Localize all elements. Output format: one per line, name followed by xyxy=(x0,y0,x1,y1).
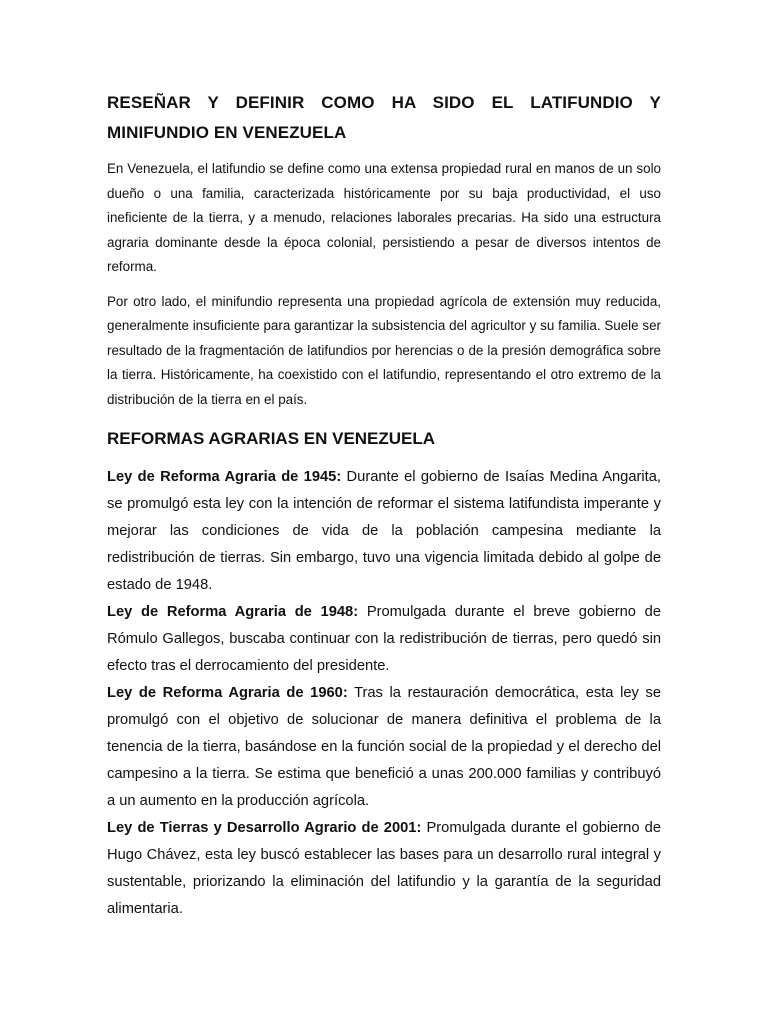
latifundio-paragraph: En Venezuela, el latifundio se define como una extensa propiedad rural en manos de un solo dueño o una familia, caracterizada históricamente por su baja productividad, el uso ineficiente de la tierra, y a menudo, relaciones laborales precarias. Ha sido una estructura agraria dominante desde la época colonial, persistiendo a pesar de diversos intentos de reforma. xyxy=(107,161,661,274)
minifundio-paragraph: Por otro lado, el minifundio representa una propiedad agrícola de extensión muy reducida, generalmente insuficiente para garantizar la subsistencia del agricultor y su familia. Suele ser resultado de la fragmentación de latifundios por herencias o de la presión demográfica sobre la tierra. Históricamente, ha coexistido con el latifundio, representando el otro extremo de la distribución de la tierra en el país. xyxy=(107,293,661,407)
law-2001-name: Ley de Tierras y Desarrollo Agrario de 2001: xyxy=(107,820,422,836)
section-heading: REFORMAS AGRARIAS EN VENEZUELA xyxy=(107,429,436,448)
document-page xyxy=(107,88,661,923)
law-1945-name: Ley de Reforma Agraria de 1945: xyxy=(107,469,342,485)
law-1945-text: Durante el gobierno de Isaías Medina Angarita, se promulgó esta ley con la intención de reformar el sistema latifundista imperante y mejorar las condiciones de vida de la población campesina mediante la redistribución de tierras. Sin embargo, tuvo una vigencia limitada debido al golpe de estado de 1948. xyxy=(107,469,661,593)
law-1948-text: Promulgada durante el breve gobierno de Rómulo Gallegos, buscaba continuar con la redistribución de tierras, pero quedó sin efecto tras el derrocamiento del presidente. xyxy=(107,604,662,674)
law-2001-paragraph xyxy=(107,815,661,923)
law-1960-paragraph xyxy=(107,680,661,815)
law-1948-name: Ley de Reforma Agraria de 1948: xyxy=(107,604,359,620)
law-1948-paragraph xyxy=(107,599,661,680)
law-1960-name: Ley de Reforma Agraria de 1960: xyxy=(107,685,348,701)
law-1945-paragraph xyxy=(107,464,661,599)
law-1960-text: Tras la restauración democrática, esta ley se promulgó con el objetivo de solucionar de manera definitiva el problema de la tenencia de la tierra, basándose en la función social de la propiedad y el derecho del campesino a la tierra. Se estima que benefició a unas 200.000 familias y contribuyó a un aumento en la producción agrícola. xyxy=(107,685,661,809)
document-title: RESEÑAR Y DEFINIR COMO HA SIDO EL LATIFUNDIO Y MINIFUNDIO EN VENEZUELA xyxy=(107,93,661,142)
law-2001-text: Promulgada durante el gobierno de Hugo Chávez, esta ley buscó establecer las bases para un desarrollo rural integral y sustentable, priorizando la eliminación del latifundio y la garantía de la seguridad alimentaria. xyxy=(107,820,661,917)
